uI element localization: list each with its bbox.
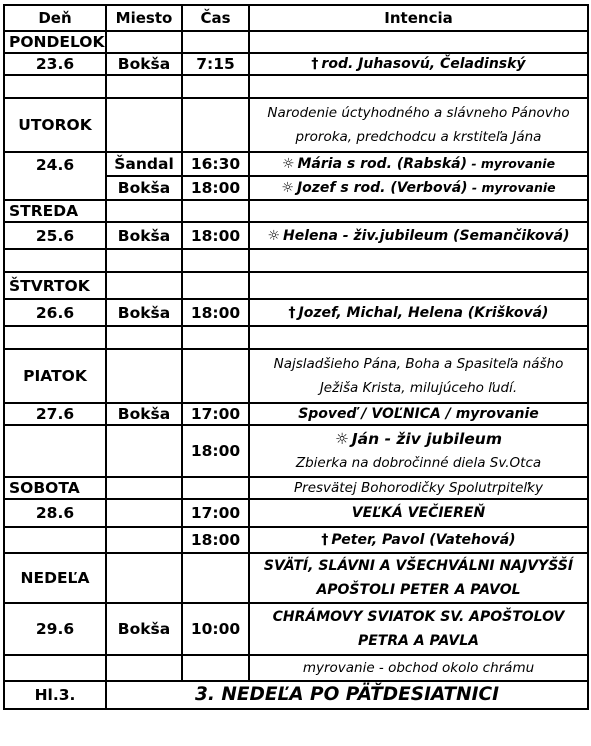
header-cas: Čas — [182, 5, 249, 31]
table-row — [4, 425, 588, 477]
intention-cell: ☼ Ján - živ jubileum Zbierka na dobročinné diela Sv.Otca — [249, 425, 588, 477]
day-label: NEDEĽA — [4, 553, 106, 603]
day-label: STREDA — [4, 200, 106, 222]
time-cell: 16:30 — [182, 152, 249, 176]
place-cell: Bokša — [106, 176, 182, 200]
day-label: SOBOTA — [4, 477, 106, 499]
time-cell: 18:00 — [182, 527, 249, 553]
table-row — [4, 53, 588, 75]
table-row — [4, 477, 588, 499]
date-cell: 26.6 — [4, 299, 106, 326]
spacer-row — [4, 326, 588, 349]
table-row — [4, 272, 588, 299]
time-cell: 17:00 — [182, 403, 249, 425]
header-row — [4, 5, 588, 31]
intention-cell: † Peter, Pavol (Vatehová) — [249, 527, 588, 553]
sun-icon: ☼ — [281, 180, 294, 196]
date-cell: 28.6 — [4, 499, 106, 527]
schedule-table — [3, 4, 589, 710]
place-cell: Šandal — [106, 152, 182, 176]
table-row — [4, 98, 588, 152]
table-row — [4, 603, 588, 655]
table-row — [4, 200, 588, 222]
cross-icon: † — [288, 304, 296, 321]
feast-cell: Narodenie úctyhodného a slávneho Pánovho proroka, predchodcu a krstiteľa Jána — [249, 98, 588, 152]
date-cell: 27.6 — [4, 403, 106, 425]
day-label: PONDELOK — [4, 31, 106, 53]
time-cell: 18:00 — [182, 299, 249, 326]
table-row — [4, 31, 588, 53]
feast-cell: Presvätej Bohorodičky Spolutrpiteľky — [249, 477, 588, 499]
sunday-title: 3. NEDEĽA PO PÄŤDESIATNICI — [106, 681, 588, 709]
day-label: UTOROK — [4, 98, 106, 152]
header-den: Deň — [4, 5, 106, 31]
intention-cell: ☼ Helena - živ.jubileum (Semančiková) — [249, 222, 588, 249]
table-row — [4, 499, 588, 527]
sun-icon: ☼ — [281, 156, 295, 172]
day-label: ŠTVRTOK — [4, 272, 106, 299]
intention-cell: ☼ Mária s rod. (Rabská) - myrovanie — [249, 152, 588, 176]
footer-row — [4, 681, 588, 709]
intention-cell: CHRÁMOVY SVIATOK SV. APOŠTOLOV PETRA A PAVLA — [249, 603, 588, 655]
feast-cell: SVÄTÍ, SLÁVNI A VŠECHVÁLNI NAJVYŠŠÍ APOŠTOLI PETER A PAVOL — [249, 553, 588, 603]
intention-cell: † rod. Juhasovú, Čeladinský — [249, 53, 588, 75]
place-cell: Bokša — [106, 603, 182, 655]
date-cell: 25.6 — [4, 222, 106, 249]
feast-cell: Najsladšieho Pána, Boha a Spasiteľa nášho Ježiša Krista, milujúceho ľudí. — [249, 349, 588, 403]
spacer-row — [4, 75, 588, 98]
table-row — [4, 403, 588, 425]
day-label: PIATOK — [4, 349, 106, 403]
place-cell: Bokša — [106, 53, 182, 75]
intention-cell: VEĽKÁ VEČIEREŇ — [249, 499, 588, 527]
sun-icon: ☼ — [335, 429, 349, 448]
table-row — [4, 222, 588, 249]
time-cell: 10:00 — [182, 603, 249, 655]
note-cell: myrovanie - obchod okolo chrámu — [249, 655, 588, 681]
header-intencia: Intencia — [249, 5, 588, 31]
time-cell: 7:15 — [182, 53, 249, 75]
place-cell: Bokša — [106, 299, 182, 326]
intention-cell: † Jozef, Michal, Helena (Krišková) — [249, 299, 588, 326]
table-row — [4, 152, 588, 176]
place-cell: Bokša — [106, 222, 182, 249]
voice-label: Hl.3. — [4, 681, 106, 709]
intention-cell: ☼ Jozef s rod. (Verbová) - myrovanie — [249, 176, 588, 200]
date-cell: 24.6 — [4, 152, 106, 200]
date-cell: 29.6 — [4, 603, 106, 655]
time-cell: 17:00 — [182, 499, 249, 527]
place-cell: Bokša — [106, 403, 182, 425]
time-cell: 18:00 — [182, 176, 249, 200]
table-row — [4, 527, 588, 553]
table-row — [4, 349, 588, 403]
time-cell: 18:00 — [182, 222, 249, 249]
table-row — [4, 655, 588, 681]
spacer-row — [4, 249, 588, 272]
header-miesto: Miesto — [106, 5, 182, 31]
sun-icon: ☼ — [267, 227, 281, 244]
cross-icon: † — [311, 56, 319, 72]
date-cell: 23.6 — [4, 53, 106, 75]
intention-cell: Spoveď / VOĽNICA / myrovanie — [249, 403, 588, 425]
table-row — [4, 553, 588, 603]
table-row — [4, 299, 588, 326]
cross-icon: † — [321, 532, 329, 548]
time-cell: 18:00 — [182, 425, 249, 477]
